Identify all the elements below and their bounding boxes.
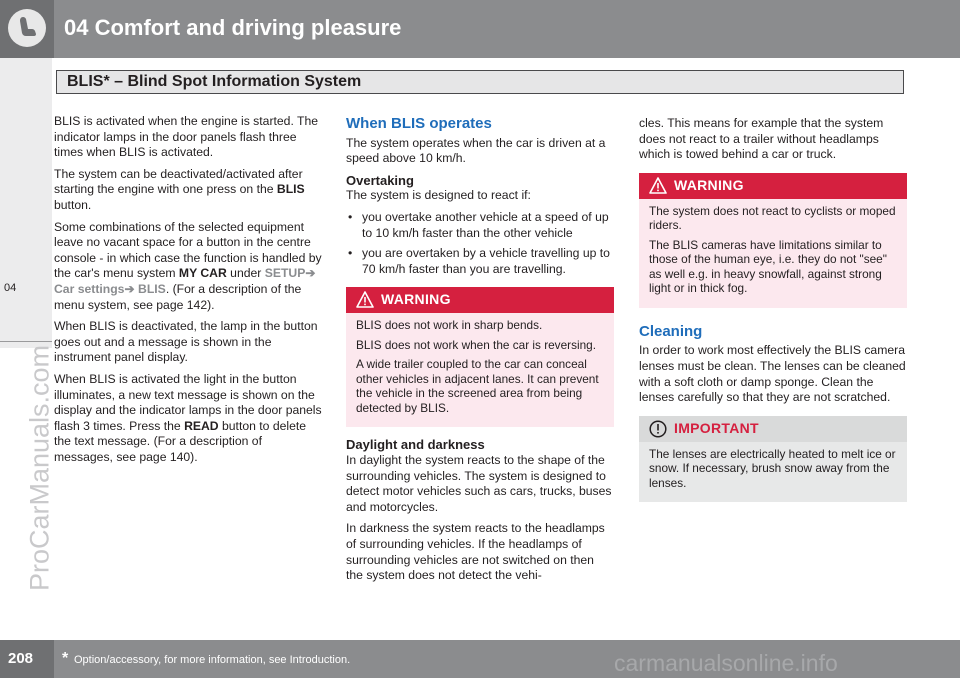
warning-body xyxy=(639,199,907,308)
footer-watermark: carmanualsonline.info xyxy=(614,650,838,676)
read-button-name: READ xyxy=(184,418,219,433)
column-2 xyxy=(346,116,614,590)
text: Some combinations of the selected equipment leave no vacant space for a button in the centre console - in which case the function is handled by the car's menu system xyxy=(54,219,322,281)
text: under xyxy=(226,266,265,281)
text: The system can be deactivated/activated after starting the engine with one press on the xyxy=(54,166,303,197)
paragraph: BLIS does not work in sharp bends. xyxy=(356,318,543,333)
paragraph xyxy=(54,167,322,214)
menu-path-blis: BLIS xyxy=(134,281,166,296)
paragraph: In order to work most effectively the BLIS camera lenses must be clean. The lenses can be cleaned with a soft cloth or damp sponge. Clean the lenses carefully so that they are not scratched. xyxy=(639,343,906,405)
list-item: • you are overtaken by a vehicle travelling up to 70 km/h faster than you are travelling. xyxy=(346,246,614,277)
page-footer xyxy=(0,640,960,678)
footnote-star: * xyxy=(62,650,69,667)
text: When BLIS is activated the light in the button illuminates, a new text message is shown on the display and the indicator lamps in the door panels flash 3 times. Press the xyxy=(54,371,322,433)
paragraph xyxy=(54,220,322,314)
menu-path-setup: SETUP xyxy=(264,266,306,281)
section-title-bar xyxy=(56,70,904,94)
chapter-tab xyxy=(0,0,54,58)
warning-triangle-icon xyxy=(649,177,667,194)
heading-overtaking: Overtaking xyxy=(346,172,414,188)
arrow-icon: ➔ xyxy=(124,281,135,296)
important-label: IMPORTANT xyxy=(674,419,759,436)
rail-background xyxy=(0,58,52,348)
paragraph: In daylight the system reacts to the shape of the surrounding vehicles. The system is designed to detect motor vehicles such as cars, trucks, buses and motorcycles. xyxy=(346,452,612,514)
warning-box xyxy=(639,173,907,308)
paragraph xyxy=(54,372,322,466)
heading-when-blis-operates: When BLIS operates xyxy=(346,115,492,132)
text: . (For a description of the menu system, see page 142). xyxy=(54,281,302,312)
arrow-icon: ➔ xyxy=(305,266,316,281)
paragraph: cles. This means for example that the system does not react to a trailer without headlamps which is towed behind a car or truck. xyxy=(639,116,884,162)
paragraph: The BLIS cameras have limitations similar to those of the human eye, i.e. they do not "see" as well e.g. in heavy snowfall, against strong light or in thick fog. xyxy=(649,237,887,296)
chapter-header xyxy=(0,0,960,58)
page-number: 208 xyxy=(8,650,34,667)
warning-triangle-icon xyxy=(356,291,374,308)
paragraph: A wide trailer coupled to the car can conceal other vehicles in adjacent lanes. It can prevent the vehicle in the screened area from being detected by BLIS. xyxy=(356,357,599,415)
paragraph: The system does not react to cyclists or moped riders. xyxy=(649,203,896,233)
warning-header xyxy=(346,287,614,313)
warning-box xyxy=(346,287,614,427)
paragraph: BLIS does not work when the car is reversing. xyxy=(356,337,596,352)
exclamation-circle-icon xyxy=(649,420,667,438)
important-body xyxy=(639,442,907,503)
bullet-list xyxy=(346,210,614,277)
text: button. xyxy=(54,197,92,212)
warning-header xyxy=(639,173,907,199)
list-item: • you overtake another vehicle at a speed of up to 10 km/h faster than the other vehicle xyxy=(346,210,614,241)
footer-tab xyxy=(0,640,54,678)
paragraph: When BLIS is deactivated, the lamp in the button goes out and a message is shown in the instrument panel display. xyxy=(54,319,318,365)
heading-daylight-darkness: Daylight and darkness xyxy=(346,437,485,453)
chapter-number: 04 xyxy=(4,282,17,294)
warning-body xyxy=(346,313,614,427)
column-3 xyxy=(639,116,907,512)
footnote-text: Option/accessory, for more information, see Introduction. xyxy=(74,654,351,666)
paragraph: BLIS is activated when the engine is started. The indicator lamps in the door panels flash three times when BLIS is activated. xyxy=(54,114,318,160)
paragraph: In darkness the system reacts to the headlamps of surrounding vehicles. If the headlamps of surrounding vehicles are not switched on then the system does not detect the vehi- xyxy=(346,521,605,583)
side-watermark: ProCarManuals.com xyxy=(24,344,55,592)
important-header xyxy=(639,416,907,442)
section-title: BLIS* – Blind Spot Information System xyxy=(67,73,362,90)
menu-path-car-settings: Car settings xyxy=(54,281,125,296)
column-1 xyxy=(54,114,322,471)
chapter-title: 04 Comfort and driving pleasure xyxy=(64,15,402,40)
heading-cleaning: Cleaning xyxy=(639,322,703,340)
text: button to delete the text message. (For a description of messages, see page 140). xyxy=(54,418,307,464)
paragraph: The system is designed to react if: xyxy=(346,188,531,203)
seat-icon xyxy=(8,9,46,47)
my-car-menu-name: MY CAR xyxy=(178,266,227,281)
blis-button-name: BLIS xyxy=(276,182,305,197)
warning-label: WARNING xyxy=(381,291,451,308)
important-box xyxy=(639,416,907,503)
rail-divider xyxy=(0,341,52,342)
paragraph: The system operates when the car is driven at a speed above 10 km/h. xyxy=(346,135,606,166)
warning-label: WARNING xyxy=(674,176,744,193)
paragraph: The lenses are electrically heated to melt ice or snow. If necessary, brush snow away from the lenses. xyxy=(649,446,896,490)
